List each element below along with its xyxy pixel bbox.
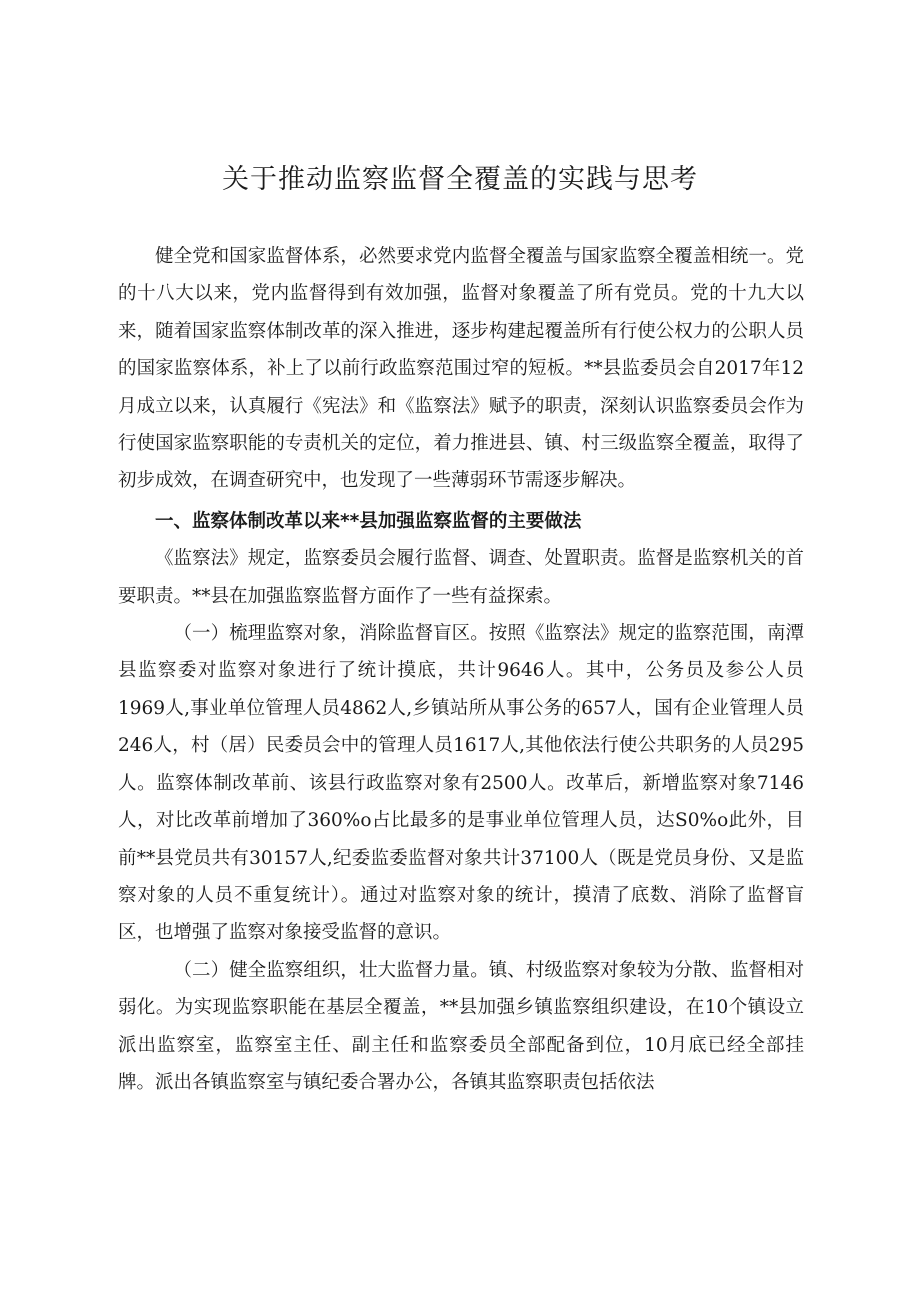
section-1-lead-paragraph: 《监察法》规定，监察委员会履行监督、调查、处置职责。监督是监察机关的首要职责。**县在加强监察监督方面作了一些有益探索。 <box>118 548 804 607</box>
intro-paragraph: 健全党和国家监督体系，必然要求党内监督全覆盖与国家监察全覆盖相统一。党的十八大以来，党内监督得到有效加强，监督对象覆盖了所有党员。党的十九大以来，随着国家监察体制改革的深入推进，逐步构建起覆盖所有行使公权力的公职人员的国家监察体系，补上了以前行政监察范围过窄的短板。**县监委员会自2017年12月成立以来，认真履行《宪法》和《监察法》赋予的职责，深刻认识监察委员会作为行使国家监察职能的专责机关的定位，着力推进县、镇、村三级监察全覆盖，取得了初步成效，在调查研究中，也发现了一些薄弱环节需逐步解决。 <box>118 246 804 492</box>
page-title: 关于推动监察监督全覆盖的实践与思考 <box>222 164 698 195</box>
subsection-1-paragraph: （一）梳理监察对象，消除监督盲区。按照《监察法》规定的监察范围，南潭县监察委对监察对象进行了统计摸底，共计9646人。其中，公务员及参公人员1969人,事业单位管理人员4862人,乡镇站所从事公务的657人，国有企业管理人员246人，村（居）民委员会中的管理人员1617人,其他依法行使公共职务的人员295人。监察体制改革前、该县行政监察对象有2500人。改革后，新增监察对象7146人，对比改革前增加了360%o占比最多的是事业单位管理人员，达S0%o此外，目前**县党员共有30157人,纪委监委监督对象共计37100人（既是党员身份、又是监察对象的人员不重复统计）。通过对监察对象的统计，摸清了底数、消除了监督盲区，也增强了监察对象接受监督的意识。 <box>118 623 804 944</box>
section-heading-1: 一、监察体制改革以来**县加强监察监督的主要做法 <box>155 510 582 532</box>
document-body <box>118 238 804 1101</box>
subsection-2-paragraph: （二）健全监察组织，壮大监督力量。镇、村级监察对象较为分散、监督相对弱化。为实现监察职能在基层全覆盖，**县加强乡镇监察组织建设，在10个镇设立派出监察室，监察室主任、副主任和监察委员全部配备到位，10月底已经全部挂牌。派出各镇监察室与镇纪委合署办公，各镇其监察职责包括依法 <box>118 959 804 1093</box>
